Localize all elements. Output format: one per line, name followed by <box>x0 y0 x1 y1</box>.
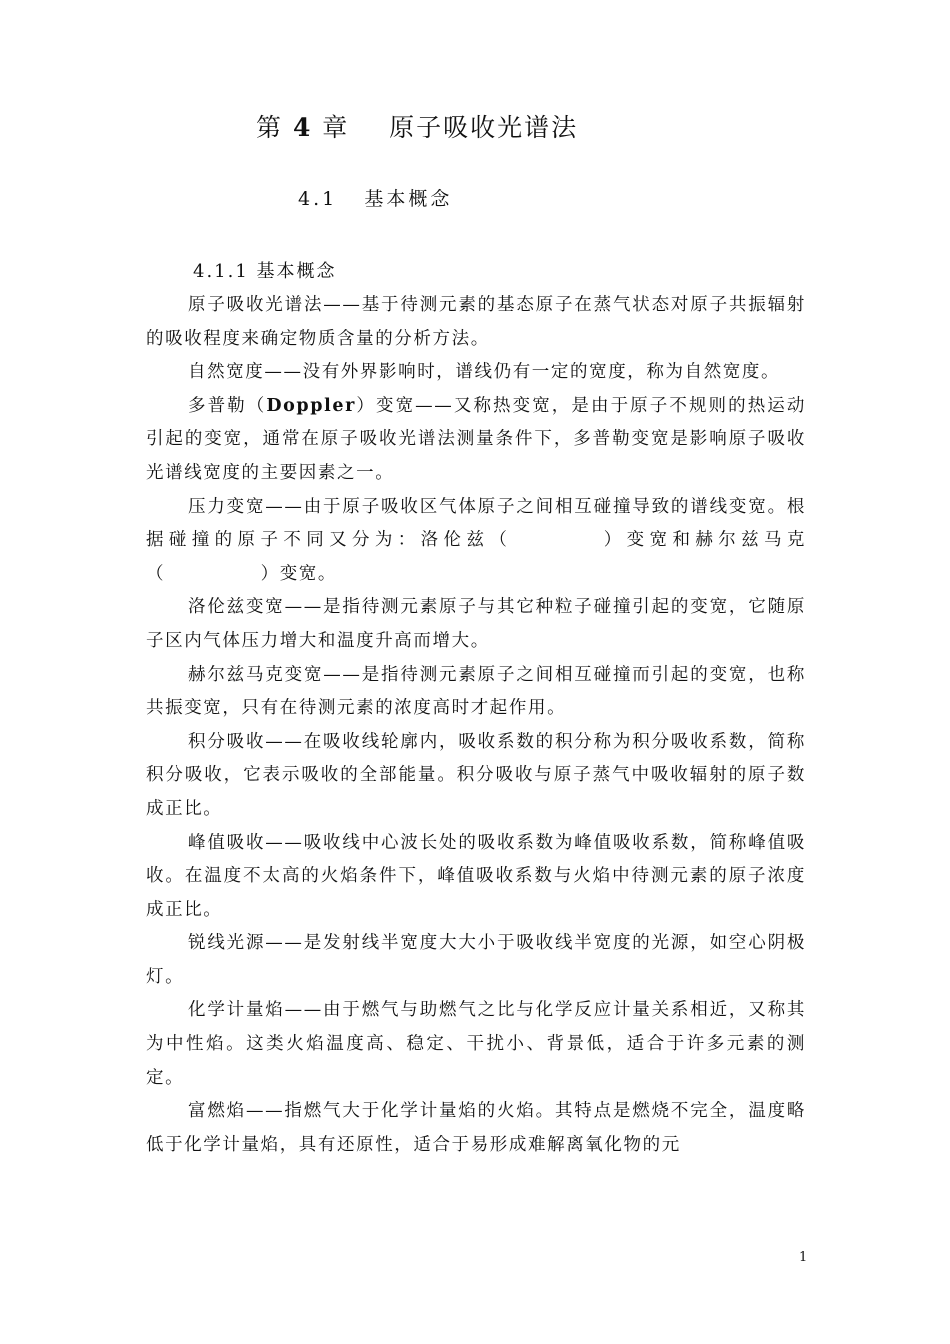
page-number: 1 <box>799 1250 808 1265</box>
chapter-prefix: 第 <box>256 113 293 142</box>
paragraph-holtsmark-broadening: 赫尔兹马克变宽——是指待测元素原子之间相互碰撞而引起的变宽，也称共振变宽，只有在待测元素的浓度高时才起作用。 <box>146 664 806 719</box>
paragraph-aas-definition: 原子吸收光谱法——基于待测元素的基态原子在蒸气状态对原子共振辐射的吸收程度来确定物质含量的分析方法。 <box>146 295 806 349</box>
subsection-title: 4.1.1 基本概念 <box>193 261 337 282</box>
section-title: 4.1 基本概念 <box>298 188 453 210</box>
chapter-title <box>256 108 578 144</box>
chapter-name: 章 原子吸收光谱法 <box>312 113 579 142</box>
doppler-before: 多普勒（ <box>188 395 267 416</box>
paragraph-lorentz-broadening: 洛伦兹变宽——是指待测元素原子与其它种粒子碰撞引起的变宽，它随原子区内气体压力增大和温度升高而增大。 <box>146 597 806 651</box>
paragraph-sharp-line-source: 锐线光源——是发射线半宽度大大小于吸收线半宽度的光源，如空心阴极灯。 <box>146 933 806 987</box>
chapter-number: 4 <box>292 113 313 142</box>
paragraph-integral-absorption: 积分吸收——在吸收线轮廓内，吸收系数的积分称为积分吸收系数，简称积分吸收，它表示吸收的全部能量。积分吸收与原子蒸气中吸收辐射的原子数成正比。 <box>146 731 806 819</box>
doppler-after: ）变宽——又称热变宽，是由于原子不规则的热运动引起的变宽，通常在原子吸收光谱法测量条件下，多普勒变宽是影响原子吸收光谱线宽度的主要因素之一。 <box>146 395 806 483</box>
paragraph-fuel-rich-flame: 富燃焰——指燃气大于化学计量焰的火焰。其特点是燃烧不完全，温度略低于化学计量焰，具有还原性，适合于易形成难解离氧化物的元 <box>146 1101 806 1155</box>
paragraph-pressure-broadening: 压力变宽——由于原子吸收区气体原子之间相互碰撞导致的谱线变宽。根据碰撞的原子不同又分为：洛伦兹（ ）变宽和赫尔兹马克（ ）变宽。 <box>146 496 806 584</box>
paragraph-doppler-broadening <box>146 390 806 491</box>
body-text <box>146 289 806 1162</box>
doppler-latin-term: Doppler <box>266 395 356 416</box>
paragraph-peak-absorption: 峰值吸收——吸收线中心波长处的吸收系数为峰值吸收系数，简称峰值吸收。在温度不太高的火焰条件下，峰值吸收系数与火焰中待测元素的原子浓度成正比。 <box>146 832 806 920</box>
paragraph-natural-width: 自然宽度——没有外界影响时，谱线仍有一定的宽度，称为自然宽度。 <box>188 362 781 383</box>
paragraph-stoichiometric-flame: 化学计量焰——由于燃气与助燃气之比与化学反应计量关系相近，又称其为中性焰。这类火焰温度高、稳定、干扰小、背景低，适合于许多元素的测定。 <box>146 1000 806 1088</box>
